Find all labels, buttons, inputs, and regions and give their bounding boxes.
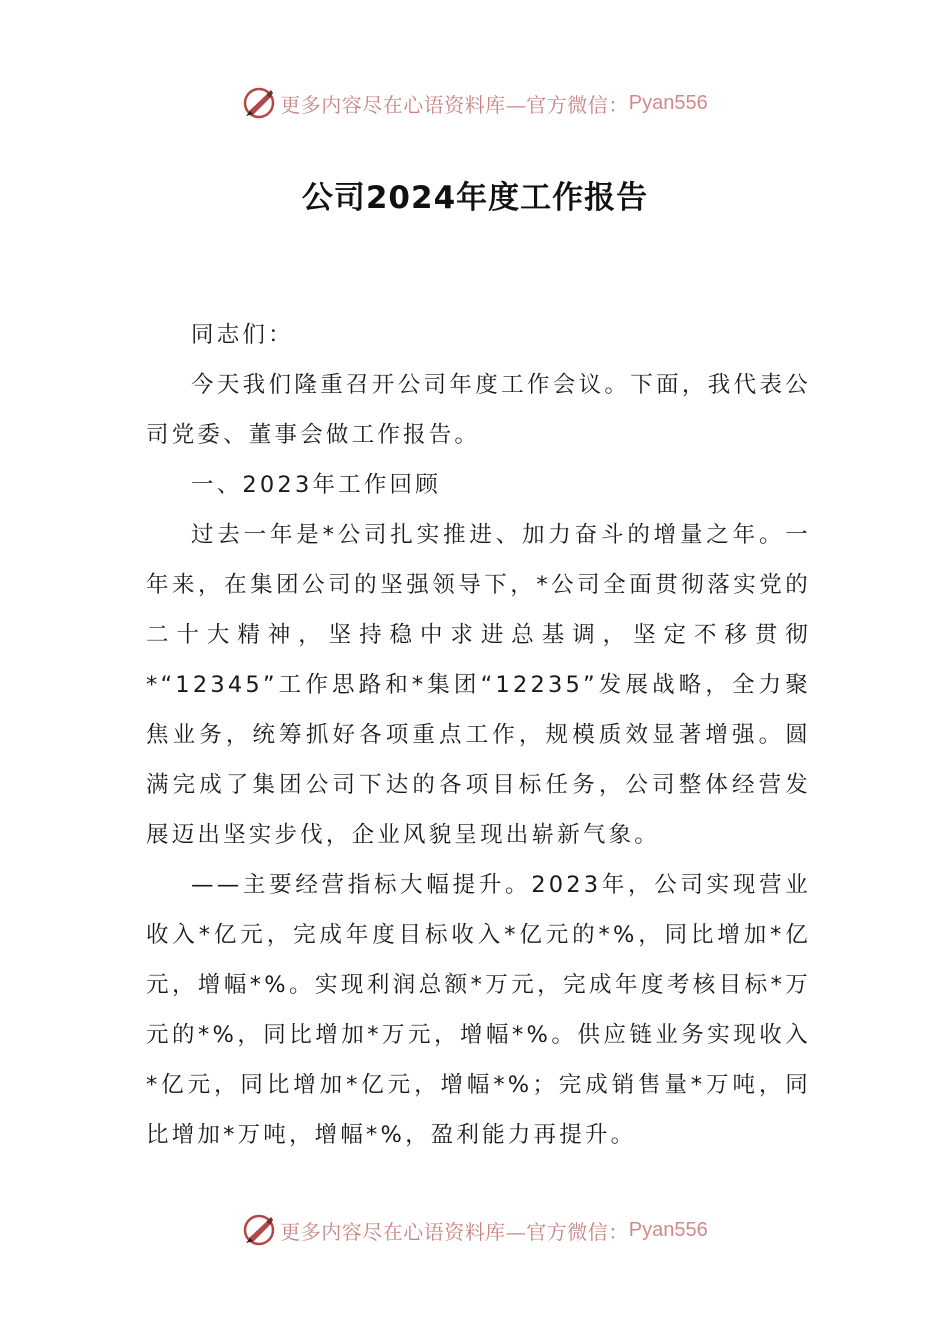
indicators-paragraph: ——主要经营指标大幅提升。2023年，公司实现营业收入*亿元，完成年度目标收入*亿元的*%，同比增加*亿元，增幅*%。实现利润总额*万元，完成年度考核目标*万元的*%，同比增加*万元，增幅*%。供应链业务实现收入*亿元，同比增加*亿元，增幅*%；完成销售量*万吨，同比增加*万吨，增幅*%，盈利能力再提升。 xyxy=(146,872,811,1148)
pen-logo-icon xyxy=(242,86,276,120)
intro-paragraph: 今天我们隆重召开公司年度工作会议。下面，我代表公司党委、董事会做工作报告。 xyxy=(146,372,811,448)
watermark-text: 更多内容尽在心语资料库—官方微信： xyxy=(280,1219,629,1244)
salutation: 同志们： xyxy=(191,322,294,348)
watermark-wechat-id: Pyan556 xyxy=(628,91,708,114)
pen-logo-icon xyxy=(242,1213,276,1247)
watermark-banner-bottom xyxy=(0,1210,950,1250)
review-paragraph: 过去一年是*公司扎实推进、加力奋斗的增量之年。一年来，在集团公司的坚强领导下，*公司全面贯彻落实党的二十大精神，坚持稳中求进总基调，坚定不移贯彻*“12345”工作思路和*集团“12235”发展战略，全力聚焦业务，统筹抓好各项重点工作，规模质效显著增强。圆满完成了集团公司下达的各项目标任务，公司整体经营发展迈出坚实步伐，企业风貌呈现出崭新气象。 xyxy=(146,522,811,848)
document-body xyxy=(146,310,811,1160)
section-heading: 一、2023年工作回顾 xyxy=(191,472,441,498)
watermark-text: 更多内容尽在心语资料库—官方微信： xyxy=(280,92,629,117)
document-title: 公司2024年度工作报告 xyxy=(301,180,649,216)
watermark-banner-top xyxy=(0,83,950,123)
watermark-wechat-id: Pyan556 xyxy=(628,1218,708,1241)
